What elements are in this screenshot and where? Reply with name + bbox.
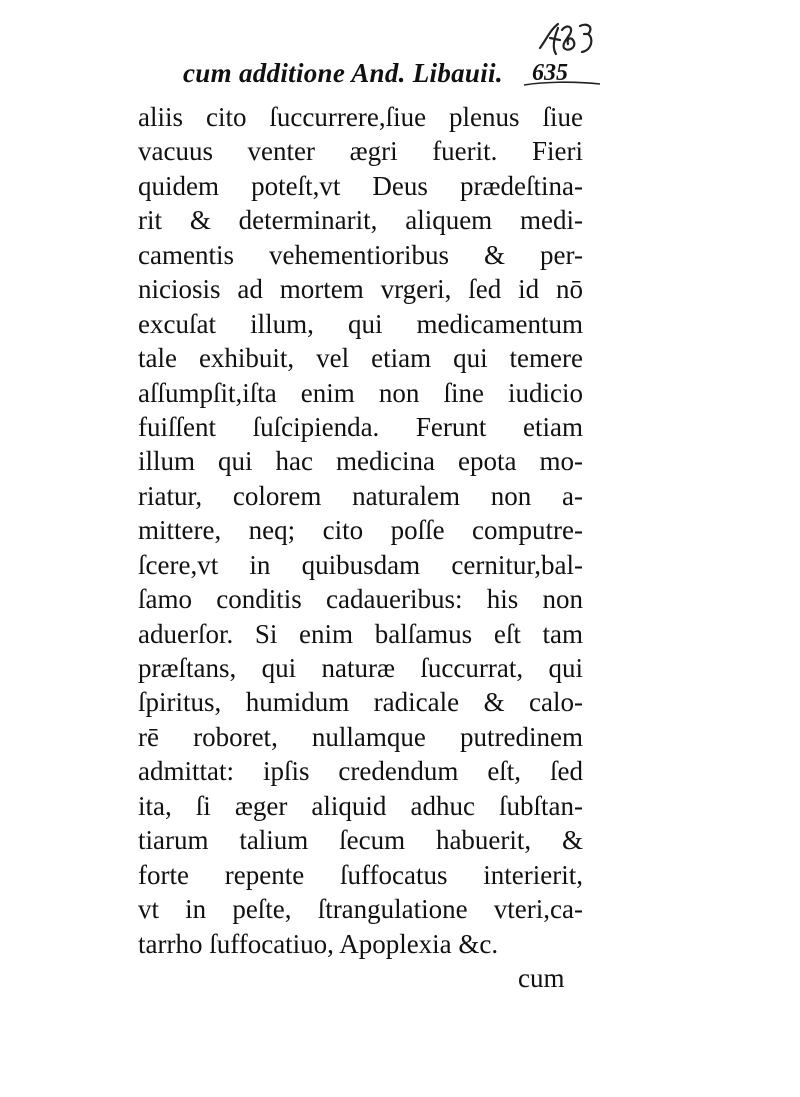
- text-line: ſamo conditis cadaueribus: his non: [138, 584, 583, 615]
- running-head: cum additione And. Libauii.: [183, 58, 503, 88]
- page-number-underline: [522, 78, 602, 88]
- text-line: niciosis ad mortem vrgeri, ſed id nō: [138, 274, 583, 305]
- text-line: quidem poteſt,vt Deus prædeſtina-: [138, 170, 583, 201]
- text-line: rē roboret, nullamque putredinem: [138, 721, 583, 752]
- text-line: aſſumpſit,iſta enim non ſine iudicio: [138, 377, 583, 408]
- text-line: rit & determinarit, aliquem medi-: [138, 205, 583, 236]
- text-line: vacuus venter ægri fuerit. Fieri: [138, 136, 583, 167]
- handwritten-folio-number: [536, 18, 598, 60]
- text-line: ſpiritus, humidum radicale & calo-: [138, 687, 583, 718]
- text-line: mittere, neq; cito poſſe computre-: [138, 515, 583, 546]
- text-line: forte repente ſuffocatus interierit,: [138, 859, 583, 890]
- text-line: ſcere,vt in quibusdam cernitur,bal-: [138, 549, 583, 580]
- catchword: cum: [518, 963, 565, 993]
- text-line: præſtans, qui naturæ ſuccurrat, qui: [138, 653, 583, 683]
- text-line: aliis cito ſuccurrere,ſiue plenus ſiue: [138, 102, 583, 132]
- text-line: riatur, colorem naturalem non a-: [138, 480, 583, 511]
- text-line: vt in peſte, ſtrangulatione vteri,ca-: [138, 894, 583, 925]
- text-line: admittat: ipſis credendum eſt, ſed: [138, 756, 583, 787]
- text-line: illum qui hac medicina epota mo-: [138, 446, 583, 477]
- page-number: 635: [532, 60, 568, 86]
- text-line: aduerſor. Si enim balſamus eſt tam: [138, 618, 583, 649]
- text-line: fuiſſent ſuſcipienda. Ferunt etiam: [138, 411, 583, 442]
- text-line: excuſat illum, qui medicamentum: [138, 308, 583, 339]
- text-line: ita, ſi æger aliquid adhuc ſubſtan-: [138, 790, 583, 821]
- text-line: camentis vehementioribus & per-: [138, 239, 583, 270]
- text-line: tarrho ſuffocatiuo, Apoplexia &c.: [138, 928, 499, 959]
- body-text: [138, 100, 583, 961]
- text-line: tiarum talium ſecum habuerit, &: [138, 825, 583, 856]
- text-line: tale exhibuit, vel etiam qui temere: [138, 343, 583, 374]
